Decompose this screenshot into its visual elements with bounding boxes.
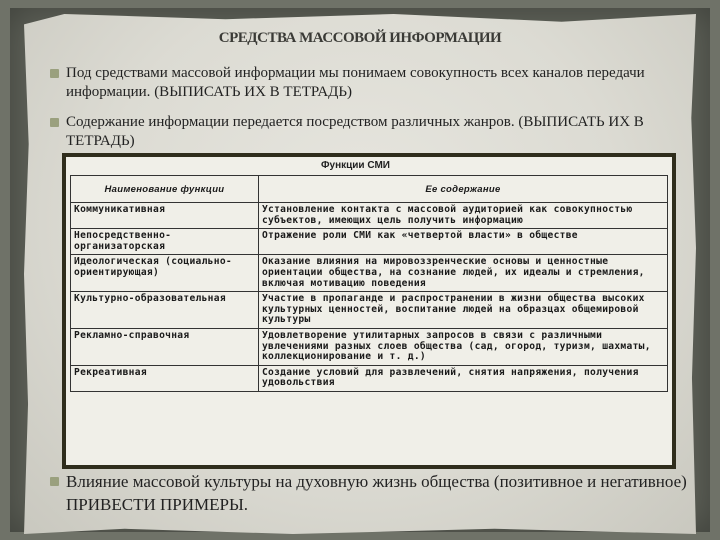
functions-table-image [62, 153, 676, 469]
function-name: Рекреативная [71, 365, 259, 391]
function-name: Непосредственно-организаторская [71, 229, 259, 255]
table-caption: Функции СМИ [321, 160, 390, 171]
function-name: Рекламно-справочная [71, 328, 259, 365]
function-name: Идеологическая (социально-ориентирующая) [71, 255, 259, 292]
table-row [71, 292, 668, 329]
header-function-name: Наименование функции [71, 176, 259, 203]
bullet-genres [50, 113, 690, 151]
bullet-square-icon [50, 477, 59, 486]
bullet-channels [50, 64, 690, 102]
header-content: Ее содержание [258, 176, 667, 203]
function-name: Культурно-образовательная [71, 292, 259, 329]
function-content: Участие в пропаганде и распространении в жизни общества высоких культурных ценностей, воспитание людей на образцах общемировой культуры [258, 292, 667, 329]
function-name: Коммуникативная [71, 203, 259, 229]
table-header-row [71, 176, 668, 203]
function-content: Отражение роли СМИ как «четвертой власти» в обществе [258, 229, 667, 255]
table-row [71, 255, 668, 292]
bullet-emphasis: (ВЫПИСАТЬ ИХ В ТЕТРАДЬ) [66, 114, 644, 149]
table-row [71, 229, 668, 255]
function-content: Оказание влияния на мировоззренческие основы и ценностные ориентации общества, на сознание людей, их идеалы и стремления, включая мотивацию поведения [258, 255, 667, 292]
function-content: Удовлетворение утилитарных запросов в связи с различными увлечениями разных слоев общества (сад, огород, туризм, шахматы, коллекционирование и т. д.) [258, 328, 667, 365]
bullet-square-icon [50, 118, 59, 127]
bullet-mass-culture [50, 470, 690, 516]
function-content: Создание условий для развлечений, снятия напряжения, получения удовольствия [258, 365, 667, 391]
table-row [71, 328, 668, 365]
function-content: Установление контакта с массовой аудиторией как совокупностью субъектов, имеющих цель получить информацию [258, 203, 667, 229]
bullet-emphasis: (ВЫПИСАТЬ ИХ В ТЕТРАДЬ) [154, 84, 352, 100]
bullet-text: Влияние массовой культуры на духовную жизнь общества (позитивное и негативное) ПРИВЕСТИ ПРИМЕРЫ. [66, 472, 687, 514]
functions-table [70, 175, 668, 392]
slide-title: СРЕДСТВА МАССОВОЙ ИНФОРМАЦИИ [218, 30, 502, 46]
table-row [71, 203, 668, 229]
bullet-text: Под средствами массовой информации мы понимаем совокупность всех каналов передачи информации. [66, 65, 645, 100]
bullet-text: Содержание информации передается посредством различных жанров. [66, 114, 515, 130]
table-row [71, 365, 668, 391]
bullet-square-icon [50, 69, 59, 78]
